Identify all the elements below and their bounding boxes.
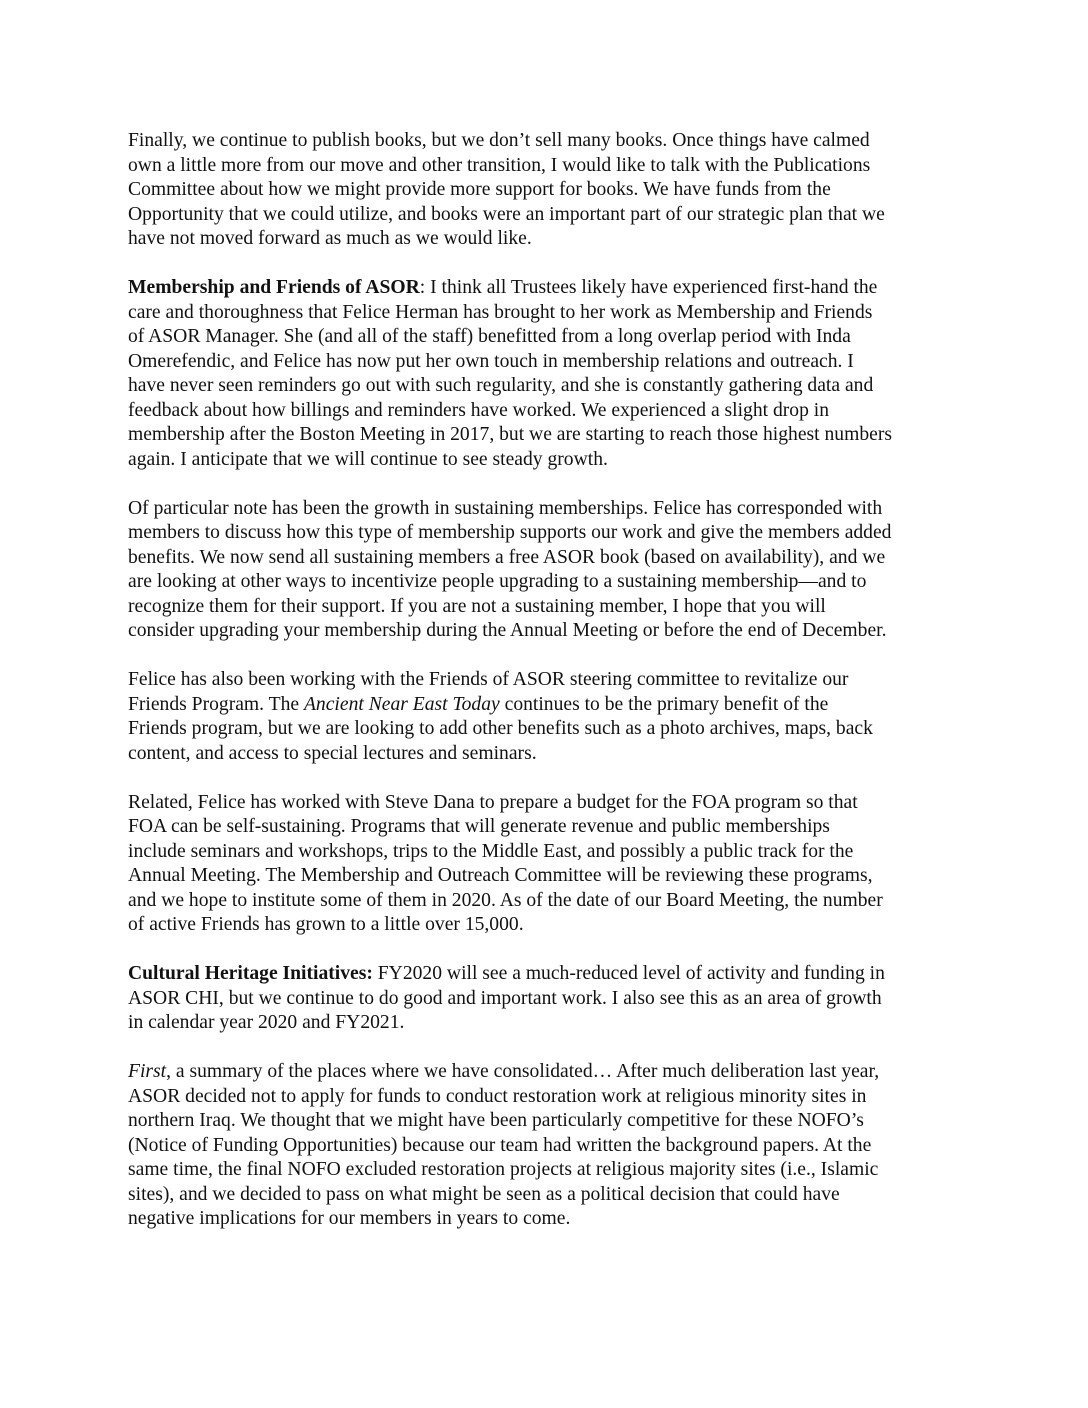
text-line <box>128 693 968 718</box>
text-line: Of particular note has been the growth in sustaining memberships. Felice has corresponded with <box>128 497 883 519</box>
text-line: Friends program, but we are looking to add other benefits such as a photo archives, maps, back <box>128 718 873 739</box>
text-line: recognize them for their support. If you are not a sustaining member, I hope that you will <box>128 595 826 617</box>
text-line: of active Friends has grown to a little over 15,000. <box>128 914 524 935</box>
text-run: : I think all Trustees likely have experienced first-hand the <box>419 277 878 298</box>
text-line: benefits. We now send all sustaining members a free ASOR book (based on availability), and we <box>128 546 886 568</box>
paragraph-foa <box>128 791 968 938</box>
text-line: negative implications for our members in years to come. <box>128 1208 571 1229</box>
text-line: sites), and we decided to pass on what might be seen as a political decision that could have <box>128 1183 840 1205</box>
text-line: content, and access to special lectures and seminars. <box>128 742 537 764</box>
text-line: Annual Meeting. The Membership and Outreach Committee will be reviewing these programs, <box>128 865 873 886</box>
text-line: members to discuss how this type of membership supports our work and give the members added <box>128 522 892 543</box>
text-line: consider upgrading your membership during the Annual Meeting or before the end of December. <box>128 620 887 641</box>
paragraph-chi <box>128 962 968 1036</box>
text-run: , a summary of the places where we have consolidated… After much deliberation last year, <box>166 1061 880 1082</box>
text-line: have never seen reminders go out with such regularity, and she is constantly gathering data and <box>128 375 874 396</box>
text-line: FOA can be self-sustaining. Programs that will generate revenue and public memberships <box>128 816 830 837</box>
text-line: Opportunity that we could utilize, and books were an important part of our strategic plan that we <box>128 203 885 225</box>
paragraph-sustaining <box>128 497 968 644</box>
text-line: Omerefendic, and Felice has now put her own touch in membership relations and outreach. I <box>128 350 854 372</box>
text-line: and we hope to institute some of them in 2020. As of the date of our Board Meeting, the number <box>128 889 883 911</box>
publication-title: Ancient Near East Today <box>303 693 500 715</box>
text-line: membership after the Boston Meeting in 2017, but we are starting to reach those highest numbers <box>128 424 892 445</box>
text-line <box>128 276 968 301</box>
text-line: Related, Felice has worked with Steve Dana to prepare a budget for the FOA program so that <box>128 791 858 813</box>
section-heading-chi: Cultural Heritage Initiatives: <box>128 963 373 984</box>
text-line <box>128 962 968 987</box>
text-line: own a little more from our move and other transition, I would like to talk with the Publications <box>128 154 871 176</box>
paragraph-first <box>128 1060 968 1232</box>
text-line: feedback about how billings and reminders have worked. We experienced a slight drop in <box>128 399 830 421</box>
text-line: northern Iraq. We thought that we might have been particularly competitive for these NOFO’s <box>128 1110 864 1131</box>
text-line: same time, the final NOFO excluded restoration projects at religious majority sites (i.e., Islamic <box>128 1159 879 1180</box>
text-run: continues to be the primary benefit of the <box>499 693 829 715</box>
text-line: have not moved forward as much as we would like. <box>128 228 532 249</box>
text-line: include seminars and workshops, trips to the Middle East, and possibly a public track for the <box>128 840 854 862</box>
text-line: ASOR decided not to apply for funds to conduct restoration work at religious minority sites in <box>128 1085 867 1107</box>
document-page <box>128 129 968 1256</box>
text-line: Felice has also been working with the Friends of ASOR steering committee to revitalize our <box>128 669 849 690</box>
text-line: Committee about how we might provide more support for books. We have funds from the <box>128 179 831 200</box>
text-line: ASOR CHI, but we continue to do good and important work. I also see this as an area of growth <box>128 987 882 1009</box>
section-heading-membership: Membership and Friends of ASOR <box>128 277 420 298</box>
text-line: (Notice of Funding Opportunities) because our team had written the background papers. At the <box>128 1134 872 1156</box>
paragraph-membership <box>128 276 968 472</box>
text-line: are looking at other ways to incentivize people upgrading to a sustaining membership—and to <box>128 571 867 592</box>
text-line: Finally, we continue to publish books, but we don’t sell many books. Once things have calmed <box>128 130 870 151</box>
text-line: care and thoroughness that Felice Herman has brought to her work as Membership and Friends <box>128 301 873 323</box>
text-line <box>128 1060 968 1085</box>
text-run: Friends Program. The <box>128 693 304 715</box>
lead-word: First <box>128 1061 167 1082</box>
paragraph-friends <box>128 668 968 766</box>
paragraph-books <box>128 129 968 252</box>
text-line: of ASOR Manager. She (and all of the staff) benefitted from a long overlap period with Inda <box>128 326 851 347</box>
text-line: in calendar year 2020 and FY2021. <box>128 1012 405 1033</box>
text-line: again. I anticipate that we will continue to see steady growth. <box>128 448 608 470</box>
text-run: FY2020 will see a much-reduced level of activity and funding in <box>372 963 885 984</box>
